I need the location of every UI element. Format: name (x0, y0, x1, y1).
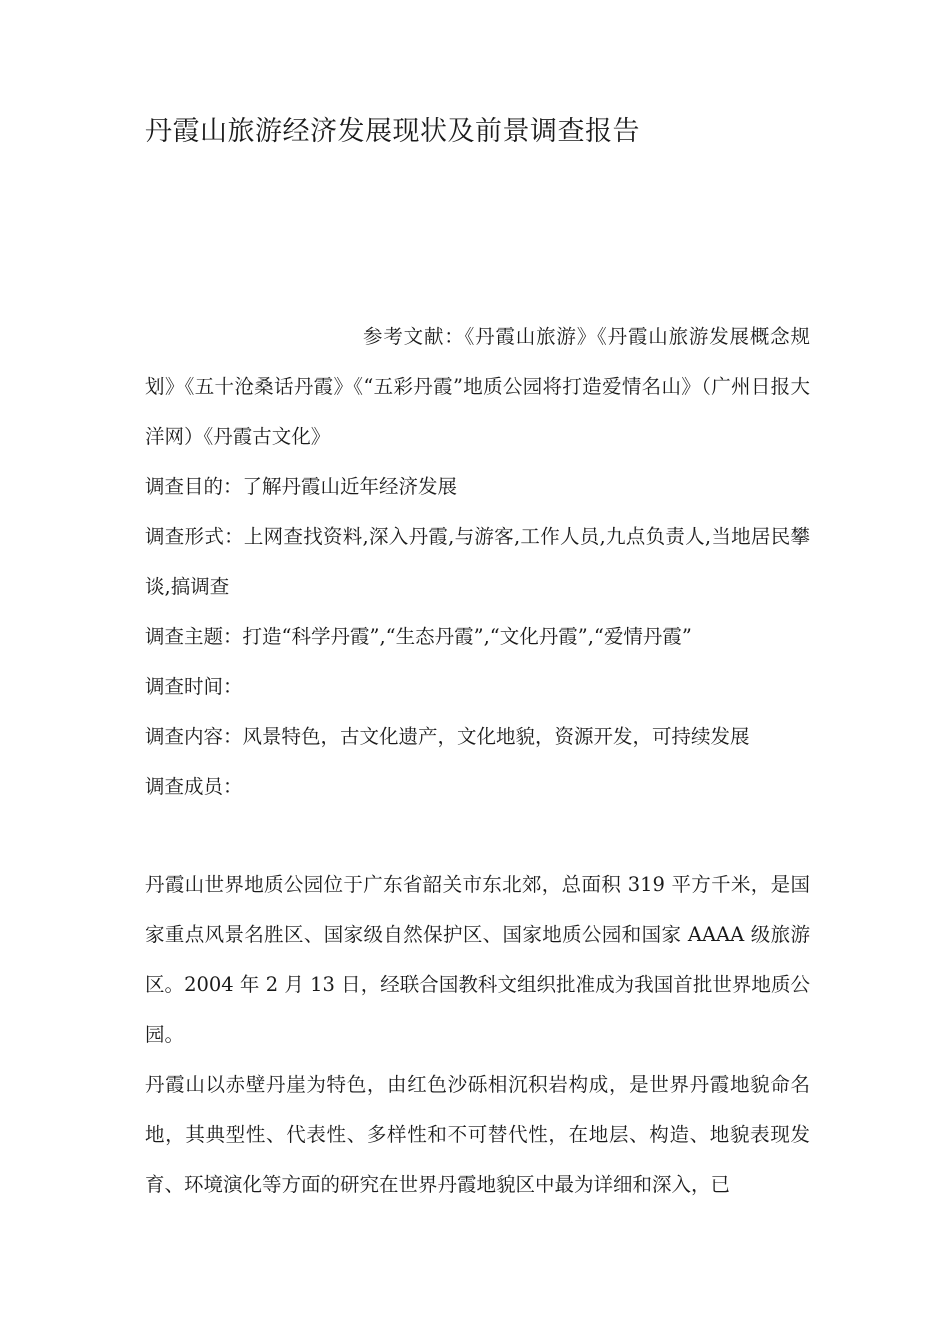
survey-members-line: 调查成员： (145, 775, 243, 798)
references-block (145, 312, 810, 462)
survey-info-block (145, 462, 810, 812)
survey-purpose-line: 调查目的：了解丹霞山近年经济发展 (145, 475, 458, 498)
survey-theme-line: 调查主题：打造“科学丹霞”,“生态丹霞”,“文化丹霞”,“爱情丹霞” (145, 625, 692, 648)
paragraph-landform: 丹霞山以赤壁丹崖为特色，由红色沙砾相沉积岩构成，是世界丹霞地貌命名地，其典型性、代表性、多样性和不可替代性，在地层、构造、地貌表现发育、环境演化等方面的研究在世界丹霞地貌区中最为详细和深入，已 (145, 1073, 810, 1196)
document-title: 丹霞山旅游经济发展现状及前景调查报告 (145, 116, 640, 147)
references-text: 参考文献：《丹霞山旅游》《丹霞山旅游发展概念规划》《五十沧桑话丹霞》《“五彩丹霞”地质公园将打造爱情名山》（广州日报大洋网）《丹霞古文化》 (145, 325, 810, 448)
survey-time-line: 调查时间： (145, 675, 243, 698)
body-paragraphs (145, 860, 810, 1210)
survey-content-line: 调查内容：风景特色，古文化遗产，文化地貌，资源开发，可持续发展 (145, 725, 750, 748)
paragraph-intro: 丹霞山世界地质公园位于广东省韶关市东北郊，总面积 319 平方千米，是国家重点风景名胜区、国家级自然保护区、国家地质公园和国家 AAAA 级旅游区。2004 年 2 月 13 日，经联合国教科文组织批准成为我国首批世界地质公园。 (145, 873, 810, 1046)
survey-format-line: 调查形式：上网查找资料,深入丹霞,与游客,工作人员,九点负责人,当地居民攀谈,搞调查 (145, 525, 810, 598)
